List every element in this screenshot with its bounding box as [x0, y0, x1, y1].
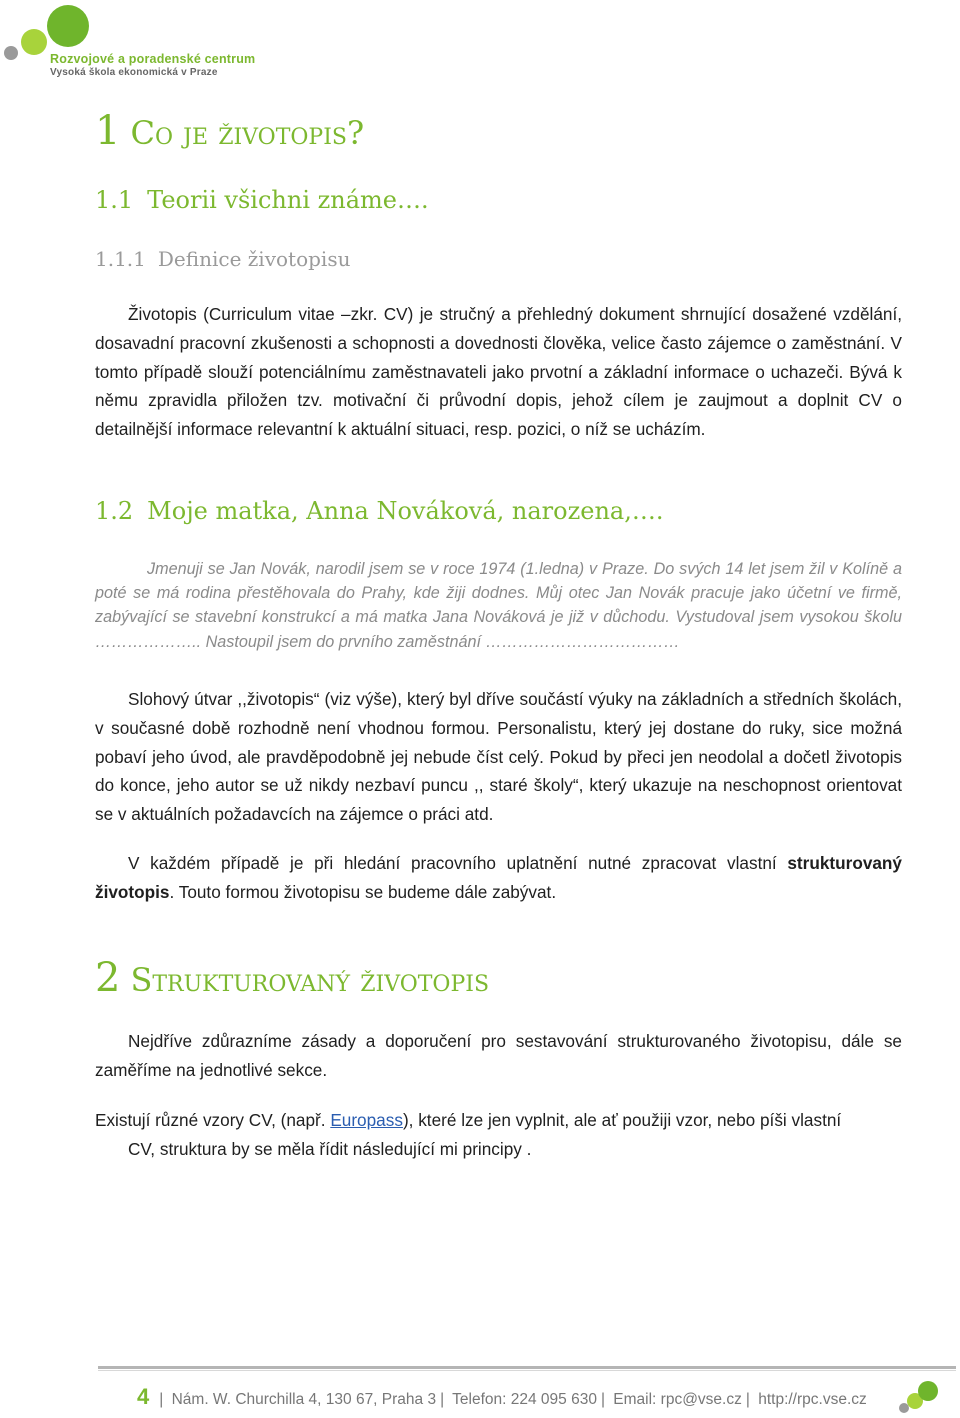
logo-dot-gray	[4, 46, 18, 60]
heading-1-2	[95, 497, 663, 525]
essay-text: Slohový útvar ,,životopis“ (viz výše), který byl dříve součástí výuky na základních a středních školách, v současné době rozhodně není vhodnou formou. Personalistu, který jej dostane do ruky, sice možná pobaví jeho úvod, ale pravděpodobně jej nebude číst celý. Pokud by přeci jen neodolal a dočetl životopis do konce, jeho autor se už nikdy nezbaví puncu ,, staré školy“, který ukazuje na neschopnost orientovat se v aktuálních požadavcích na zájemce o práci atd.	[95, 689, 902, 825]
heading-1-1-title: Teorii všichni známe….	[147, 186, 429, 214]
heading-2-number: 2	[95, 955, 121, 1001]
logo-title: Rozvojové a poradenské centrum	[50, 52, 256, 66]
principles-text: Nejdříve zdůrazníme zásady a doporučení pro sestavování strukturovaného životopisu, dále se zaměříme na jednotlivé sekce.	[95, 1031, 902, 1080]
footer-email[interactable]: Email: rpc@vse.cz	[613, 1391, 742, 1408]
logo-subtitle: Vysoká škola ekonomická v Praze	[50, 67, 218, 78]
heading-2	[95, 955, 489, 1001]
footer-logo-dots	[890, 1378, 950, 1418]
example-paragraph	[95, 557, 902, 654]
structured-cv-text-before: V každém případě je při hledání pracovního uplatnění nutné zpracovat vlastní	[128, 853, 788, 873]
definition-paragraph	[95, 300, 902, 444]
footer-divider	[98, 1366, 956, 1369]
heading-1-1-number: 1.1	[95, 186, 134, 214]
logo-dot-dark-green	[47, 5, 89, 47]
heading-1-number: 1	[95, 108, 121, 154]
heading-1-1-1-number: 1.1.1	[95, 247, 146, 271]
templates-text-line2: CV, struktura by se měla řídit následující mi principy .	[128, 1138, 532, 1159]
europass-link[interactable]: Europass	[330, 1110, 403, 1130]
logo-dot-light-green	[21, 29, 47, 55]
structured-cv-paragraph	[95, 849, 902, 907]
heading-1-title: Co je životopis?	[130, 114, 365, 152]
footer-dot-dark-green	[918, 1381, 938, 1401]
heading-1-1-1-title: Definice životopisu	[157, 247, 351, 271]
footer-web[interactable]: http://rpc.vse.cz	[758, 1391, 867, 1408]
structured-cv-bold: strukturovaný životopis	[95, 853, 902, 902]
heading-1-1-1	[95, 247, 350, 271]
heading-1-2-title: Moje matka, Anna Nováková, narozena,….	[147, 497, 664, 525]
heading-1-2-number: 1.2	[95, 497, 134, 525]
templates-text-after: ), které lze jen vyplnit, ale ať použiji vzor, nebo píši vlastní	[402, 1110, 842, 1130]
example-text: Jmenuji se Jan Novák, narodil jsem se v roce 1974 (1.ledna) v Praze. Do svých 14 let jsem žil v Kolíně a poté se má rodina přestěhovala do Prahy, kde žiji dodnes. Můj otec Jan Novák pracuje jako účetní ve firmě, zabývající se stavební konstrukcí a má matka Jana Nováková je již v důchodu. Vystudoval jsem vysokou školu ……………….. Nastoupil jsem do prvního zaměstnání ………………………………	[95, 560, 902, 651]
structured-cv-text-after: . Touto formou životopisu se budeme dále zabývat.	[169, 881, 557, 902]
templates-text-before: Existují různé vzory CV, (např.	[95, 1110, 331, 1130]
footer-phone: Telefon: 224 095 630	[452, 1391, 597, 1408]
page-number: 4	[137, 1384, 150, 1409]
footer-dot-gray	[899, 1403, 909, 1413]
heading-1	[95, 108, 364, 154]
principles-paragraph	[95, 1027, 902, 1085]
footer: 4 | Nám. W. Churchilla 4, 130 67, Praha 3 | Telefon: 224 095 630 | Email: rpc@vse.cz | http://rpc.vse.cz	[137, 1384, 867, 1409]
footer-divider-thin	[98, 1370, 956, 1371]
templates-paragraph	[95, 1106, 902, 1164]
essay-paragraph	[95, 685, 902, 829]
heading-1-1	[95, 186, 429, 214]
footer-address: Nám. W. Churchilla 4, 130 67, Praha 3	[171, 1391, 437, 1408]
definition-text: Životopis (Curriculum vitae –zkr. CV) je stručný a přehledný dokument shrnující dosažené vzdělání, dosavadní pracovní zkušenosti a schopnosti a dovednosti člověka, velice často zájemce o zaměstnání. V tomto případě slouží potenciálnímu zaměstnavateli jako prvotní a základní informace o uchazeči. Bývá k němu zpravidla přiložen tzv. motivační či průvodní dopis, jehož cílem je zaujmout a doplnit CV o detailnější informace relevantní k aktuální situaci, resp. pozici, o níž se ucházím.	[95, 304, 902, 440]
heading-2-title: Strukturovaný životopis	[130, 961, 490, 999]
